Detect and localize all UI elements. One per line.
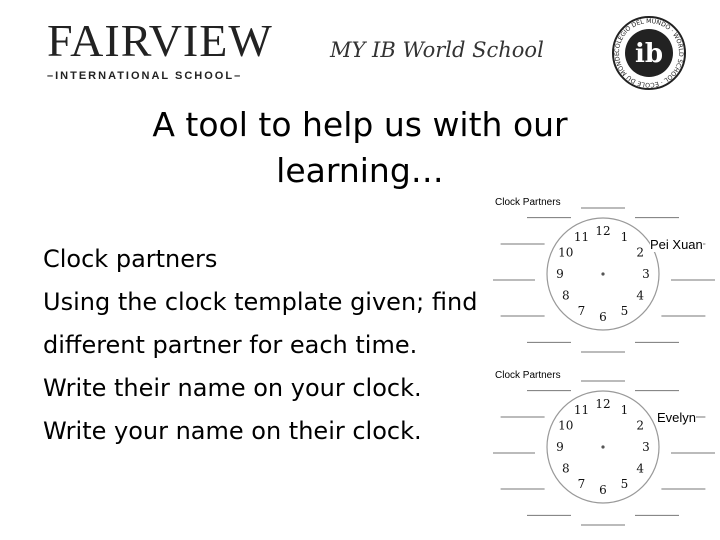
clock-face — [493, 193, 720, 353]
fairview-logo-word: FAIRVIEW — [47, 15, 273, 66]
clock-center-dot — [601, 272, 604, 275]
fairview-logo — [47, 15, 273, 86]
clock-number: 11 — [573, 229, 590, 244]
clock-center-dot — [601, 445, 604, 448]
clock-number: 8 — [561, 288, 570, 303]
clock-number: 3 — [642, 440, 650, 454]
clock-number: 6 — [599, 310, 607, 324]
clock-face — [493, 366, 720, 526]
instructions — [43, 238, 483, 453]
title-line-1: A tool to help us with our — [152, 105, 568, 144]
clock-number: 7 — [577, 477, 586, 492]
title-line-2: learning… — [276, 151, 444, 190]
clock-number: 8 — [561, 461, 570, 476]
clock-number: 4 — [636, 288, 645, 303]
ib-seal-ring-text: COLEGIO DEL MUNDO · WORLD SCHOOL · ÉCOLE DU MONDE — [613, 17, 685, 89]
clock-number: 2 — [636, 418, 645, 433]
fairview-logo-subtitle: –INTERNATIONAL SCHOOL– — [47, 70, 243, 82]
clock-partners-sheet — [493, 366, 720, 526]
instructions-heading: Clock partners — [43, 245, 218, 273]
clock-number: 9 — [556, 440, 564, 454]
clock-number: 4 — [636, 461, 645, 476]
clock-number: 5 — [620, 477, 629, 492]
ib-seal-logo — [611, 15, 687, 91]
partner-name: Evelyn — [657, 410, 697, 425]
clock-number: 6 — [599, 483, 607, 497]
clock-number: 1 — [620, 402, 629, 417]
ib-seal-letters: ib — [634, 39, 664, 69]
clock-number: 9 — [556, 267, 564, 281]
clock-number: 3 — [642, 267, 650, 281]
clock-number: 7 — [577, 304, 586, 319]
clock-sheet-title: Clock Partners — [495, 197, 561, 208]
clock-number: 5 — [620, 304, 629, 319]
clock-number: 1 — [620, 229, 629, 244]
clock-partners-sheet — [493, 193, 720, 353]
clock-number: 11 — [573, 402, 590, 417]
clock-number: 12 — [595, 397, 611, 411]
instruction-line: Write your name on their clock. — [43, 417, 422, 445]
ib-world-school-tagline: MY IB World School — [330, 38, 544, 62]
clock-number: 10 — [558, 245, 574, 260]
partner-name: Pei Xuan — [650, 237, 703, 252]
clock-number: 10 — [558, 418, 574, 433]
instruction-line: Using the clock template given; find different partner for each time. — [43, 288, 478, 359]
slide-title — [90, 102, 630, 194]
clock-number: 12 — [595, 224, 611, 238]
clock-sheet-title: Clock Partners — [495, 370, 561, 381]
instruction-line: Write their name on your clock. — [43, 374, 422, 402]
clock-number: 2 — [636, 245, 645, 260]
